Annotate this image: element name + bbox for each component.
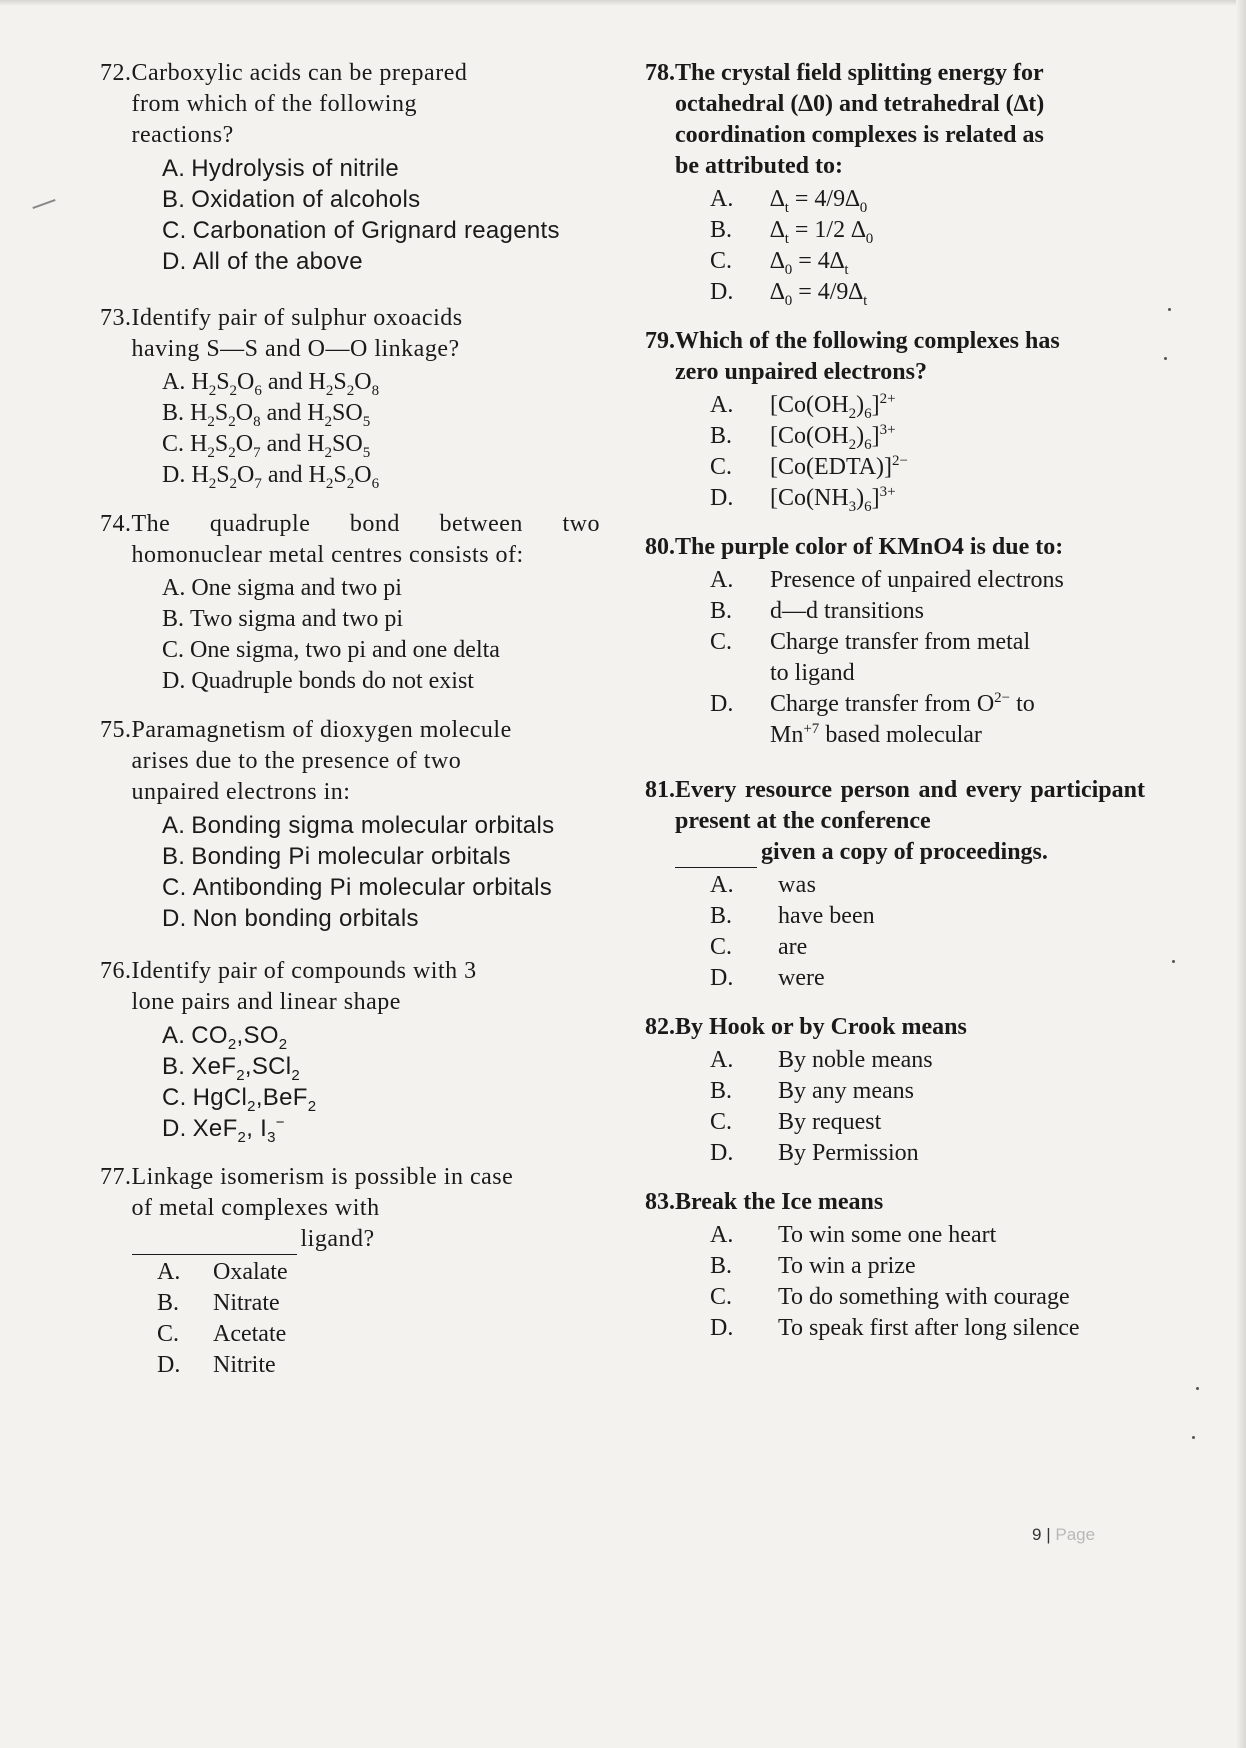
option-text: HgCl$_2$,BeF$_2$: [192, 1084, 317, 1115]
option-text: $[Co(NH_3)_6]^{3+}$: [770, 484, 896, 515]
option-text: Oxidation of alcohols: [191, 186, 421, 213]
option-text: All of the above: [192, 248, 363, 275]
option-text: Bonding Pi molecular orbitals: [191, 843, 511, 870]
option-c: [162, 872, 600, 903]
option-text: To speak first after long silence: [778, 1315, 1080, 1341]
option-c: [162, 429, 600, 460]
right-column: [645, 58, 1145, 1362]
scan-speck: [1168, 308, 1171, 311]
question-number: 76.: [100, 958, 132, 984]
option-letter: C.: [710, 248, 733, 274]
option-letter: B.: [162, 400, 185, 426]
option-b: [710, 421, 1145, 452]
question-82-stem: [645, 1012, 1145, 1043]
option-d: [162, 246, 600, 277]
option-c: [162, 635, 600, 666]
question-75: [100, 715, 600, 934]
option-d: [162, 666, 600, 697]
option-text: One sigma, two pi and one delta: [190, 637, 500, 663]
option-c: [162, 1082, 600, 1113]
option-text: are: [778, 934, 808, 960]
option-letter: C.: [710, 1109, 733, 1135]
question-text: [675, 775, 1145, 868]
option-letter: A.: [710, 1222, 734, 1248]
option-letter: C.: [710, 454, 733, 480]
option-text: By noble means: [778, 1047, 933, 1073]
question-number: 82.: [645, 1014, 675, 1040]
option-letter: D.: [157, 1352, 181, 1378]
question-72: [100, 58, 600, 277]
option-text: $[Co(OH_2)_6]^{3+}$: [770, 422, 896, 453]
question-80-stem: [645, 532, 1145, 563]
option-text: XeF$_2$,SCl$_2$: [191, 1053, 301, 1084]
option-text: Oxalate: [213, 1259, 288, 1285]
option-letter: A.: [162, 1022, 186, 1049]
option-letter: A.: [710, 1047, 734, 1073]
option-letter: A.: [710, 567, 734, 593]
question-79-stem: [645, 326, 1145, 388]
option-text: $H_2S_2O_7$ and $H_2SO_5$: [190, 431, 371, 461]
option-letter: A.: [162, 812, 186, 839]
option-letter: D.: [162, 462, 186, 488]
question-number: 72.: [100, 60, 132, 86]
option-text: $H_2S_2O_7$ and $H_2S_2O_6$: [191, 462, 380, 492]
option-text: To win a prize: [778, 1253, 916, 1279]
option-list: [100, 573, 600, 697]
question-80: [645, 532, 1145, 751]
option-letter: A.: [162, 575, 186, 601]
option-letter: A.: [710, 186, 734, 212]
option-letter: A.: [162, 155, 186, 182]
option-b: [710, 1251, 1145, 1282]
option-letter: C.: [162, 874, 187, 901]
option-a: [162, 367, 600, 398]
answer-blank: [132, 1236, 297, 1255]
option-b: [162, 841, 600, 872]
option-letter: A.: [710, 872, 734, 898]
option-text: Charge transfer from metal to ligand: [770, 629, 1031, 686]
option-letter: C.: [710, 934, 733, 960]
question-82: [645, 1012, 1145, 1169]
option-letter: B.: [162, 843, 186, 870]
question-74-stem: [100, 509, 600, 571]
option-text: Non bonding orbitals: [192, 905, 419, 932]
option-letter: B.: [710, 598, 733, 624]
option-letter: C.: [162, 431, 185, 457]
page-right-edge: [1236, 0, 1246, 1748]
option-letter: B.: [162, 606, 185, 632]
option-letter: B.: [710, 423, 733, 449]
option-b: [162, 184, 600, 215]
question-73: [100, 303, 600, 491]
option-letter: B.: [710, 1253, 733, 1279]
question-78: [645, 58, 1145, 308]
option-text: Bonding sigma molecular orbitals: [191, 812, 555, 839]
option-text: To do something with courage: [778, 1284, 1070, 1310]
question-text: Carboxylic acids can be prepared from which of the following reactions?: [131, 60, 468, 148]
option-text: To win some one heart: [778, 1222, 997, 1248]
option-letter: B.: [710, 1078, 733, 1104]
option-a: [162, 153, 600, 184]
question-number: 81.: [645, 777, 675, 803]
page-number-value: 9: [1032, 1525, 1042, 1544]
option-a: [710, 1220, 1145, 1251]
option-a: [162, 573, 600, 604]
option-d: [162, 460, 600, 491]
option-text: Antibonding Pi molecular orbitals: [192, 874, 553, 901]
option-d: [162, 903, 600, 934]
option-letter: A.: [162, 369, 186, 395]
question-number: 80.: [645, 534, 675, 560]
option-text: $[Co(OH_2)_6]^{2+}$: [770, 391, 896, 422]
option-letter: D.: [162, 905, 187, 932]
page-word: Page: [1055, 1525, 1096, 1544]
option-list: [100, 1020, 600, 1144]
scan-speck: [1192, 1436, 1195, 1439]
option-text: Hydrolysis of nitrile: [191, 155, 399, 182]
option-a: [162, 810, 600, 841]
option-letter: C.: [710, 1284, 733, 1310]
option-b: [710, 215, 1145, 246]
option-letter: B.: [710, 903, 733, 929]
option-a: [710, 870, 1145, 901]
option-letter: D.: [710, 1315, 734, 1341]
option-letter: C.: [710, 629, 733, 655]
option-letter: D.: [162, 1115, 187, 1142]
question-74: [100, 509, 600, 697]
question-text: The crystal field splitting energy for octahedral (∆0) and tetrahedral (∆t) coordination complexes is related as be attributed to:: [675, 60, 1045, 179]
option-letter: C.: [162, 217, 187, 244]
option-text: By request: [778, 1109, 882, 1135]
option-a: [710, 1045, 1145, 1076]
option-list: [100, 153, 600, 277]
option-text: have been: [778, 903, 875, 929]
question-text: Break the Ice means: [675, 1189, 884, 1215]
option-d: [710, 483, 1145, 514]
option-text: Presence of unpaired electrons: [770, 567, 1064, 593]
option-text: Nitrate: [213, 1290, 280, 1316]
option-letter: C.: [157, 1321, 180, 1347]
option-text: was: [778, 872, 817, 898]
question-text-before: Every resource person and every participant present at the conference: [675, 777, 1145, 834]
option-text: Acetate: [213, 1321, 287, 1347]
option-list: [100, 367, 600, 491]
question-text-after: given a copy of proceedings.: [761, 839, 1048, 865]
question-text: The purple color of KMnO4 is due to:: [675, 534, 1064, 560]
option-list: [645, 870, 1145, 994]
option-a: [710, 565, 1145, 596]
option-a: [157, 1257, 600, 1288]
option-b: [710, 1076, 1145, 1107]
question-number: 78.: [645, 60, 675, 86]
option-text: $CO_2,SO_2$: [191, 1022, 288, 1053]
question-83-stem: [645, 1187, 1145, 1218]
option-letter: D.: [710, 279, 734, 305]
option-text: Two sigma and two pi: [190, 606, 403, 632]
scan-speck: [1172, 960, 1175, 963]
option-text: Nitrite: [213, 1352, 276, 1378]
scan-mark: [32, 199, 55, 209]
option-text: $\Delta_t = 4/9\Delta_0$: [770, 186, 868, 216]
option-c: [710, 1107, 1145, 1138]
question-78-stem: [645, 58, 1145, 182]
question-text-after: ligand?: [300, 1226, 375, 1252]
option-text: $\Delta_0 = 4/9\Delta_t$: [770, 279, 868, 309]
option-d: [710, 277, 1145, 308]
option-d: [157, 1350, 600, 1381]
question-number: 77.: [100, 1164, 132, 1190]
option-a: [162, 1020, 600, 1051]
option-text: Charge transfer from $O^{2-}$ to $Mn^{+7}$ based molecular: [770, 690, 1035, 748]
question-number: 75.: [100, 717, 132, 743]
option-a: [710, 184, 1145, 215]
option-list: [100, 1257, 600, 1381]
option-list: [645, 390, 1145, 514]
option-list: [645, 1045, 1145, 1169]
option-text: $\Delta_t = 1/2$ $\Delta_0$: [770, 217, 874, 247]
question-76: [100, 956, 600, 1144]
scan-speck: [1196, 1387, 1199, 1390]
option-text: $\Delta_0 = 4\Delta_t$: [770, 248, 849, 278]
question-number: 74.: [100, 511, 132, 537]
option-letter: B.: [157, 1290, 180, 1316]
option-letter: B.: [162, 1053, 186, 1080]
option-a: [710, 390, 1145, 421]
question-text: Identify pair of compounds with 3 lone pairs and linear shape: [131, 958, 477, 1015]
option-list: [645, 1220, 1145, 1344]
option-c: [710, 452, 1145, 483]
option-letter: D.: [710, 691, 734, 717]
option-letter: A.: [157, 1259, 181, 1285]
option-text: $H_2S_2O_6$ and $H_2S_2O_8$: [191, 369, 380, 399]
question-number: 83.: [645, 1189, 675, 1215]
question-77: [100, 1162, 600, 1381]
option-text: By Permission: [778, 1140, 919, 1166]
option-text: XeF$_2$, $I_3^-$: [192, 1114, 285, 1146]
option-letter: D.: [162, 668, 186, 694]
question-text: Which of the following complexes has zero unpaired electrons?: [675, 328, 1060, 385]
option-letter: D.: [162, 248, 187, 275]
option-text: d—d transitions: [770, 598, 924, 624]
option-text: Quadruple bonds do not exist: [191, 668, 474, 694]
option-list: [645, 565, 1145, 751]
option-text: By any means: [778, 1078, 914, 1104]
option-text: One sigma and two pi: [191, 575, 402, 601]
scan-speck: [1164, 357, 1167, 360]
option-text: were: [778, 965, 825, 991]
option-letter: C.: [162, 637, 185, 663]
option-letter: C.: [162, 1084, 187, 1111]
option-b: [710, 901, 1145, 932]
option-b: [162, 604, 600, 635]
question-83: [645, 1187, 1145, 1344]
question-75-stem: [100, 715, 600, 808]
option-letter: D.: [710, 485, 734, 511]
question-73-stem: [100, 303, 600, 365]
question-81: [645, 775, 1145, 994]
option-list: [100, 810, 600, 934]
option-b: [162, 398, 600, 429]
option-c: [710, 1282, 1145, 1313]
option-c: [162, 215, 600, 246]
option-list: [645, 184, 1145, 308]
question-text: [132, 1162, 601, 1255]
option-text: Carbonation of Grignard reagents: [192, 217, 560, 244]
option-d: [710, 1313, 1145, 1344]
page-top-edge: [0, 0, 1246, 6]
question-text-before: Linkage isomerism is possible in case of metal complexes with: [131, 1164, 514, 1221]
option-d: [710, 689, 1145, 751]
page-separator: |: [1046, 1525, 1051, 1544]
question-77-stem: [100, 1162, 600, 1255]
question-79: [645, 326, 1145, 514]
page-number: [1032, 1525, 1095, 1545]
option-c: [710, 627, 1145, 689]
option-letter: D.: [710, 1140, 734, 1166]
option-b: [157, 1288, 600, 1319]
question-text: Paramagnetism of dioxygen molecule arises due to the presence of two unpaired electrons in:: [131, 717, 512, 805]
question-text: The quadruple bond between two homonuclear metal centres consists of:: [131, 511, 600, 568]
option-d: [710, 963, 1145, 994]
question-81-stem: [645, 775, 1145, 868]
question-76-stem: [100, 956, 600, 1018]
option-letter: B.: [162, 186, 186, 213]
answer-blank: [675, 849, 757, 868]
option-text: [Co(EDTA)]$^{2-}$: [770, 453, 909, 480]
option-d: [162, 1113, 600, 1144]
option-letter: D.: [710, 965, 734, 991]
question-text: By Hook or by Crook means: [675, 1014, 967, 1040]
question-text: Identify pair of sulphur oxoacids having S—S and O—O linkage?: [131, 305, 463, 362]
question-number: 79.: [645, 328, 675, 354]
option-letter: A.: [710, 392, 734, 418]
left-column: [100, 58, 600, 1399]
option-c: [157, 1319, 600, 1350]
question-72-stem: [100, 58, 600, 151]
question-number: 73.: [100, 305, 132, 331]
option-letter: B.: [710, 217, 733, 243]
option-c: [710, 932, 1145, 963]
option-b: [162, 1051, 600, 1082]
option-c: [710, 246, 1145, 277]
option-b: [710, 596, 1145, 627]
option-d: [710, 1138, 1145, 1169]
option-text: $H_2S_2O_8$ and $H_2SO_5$: [190, 400, 371, 430]
